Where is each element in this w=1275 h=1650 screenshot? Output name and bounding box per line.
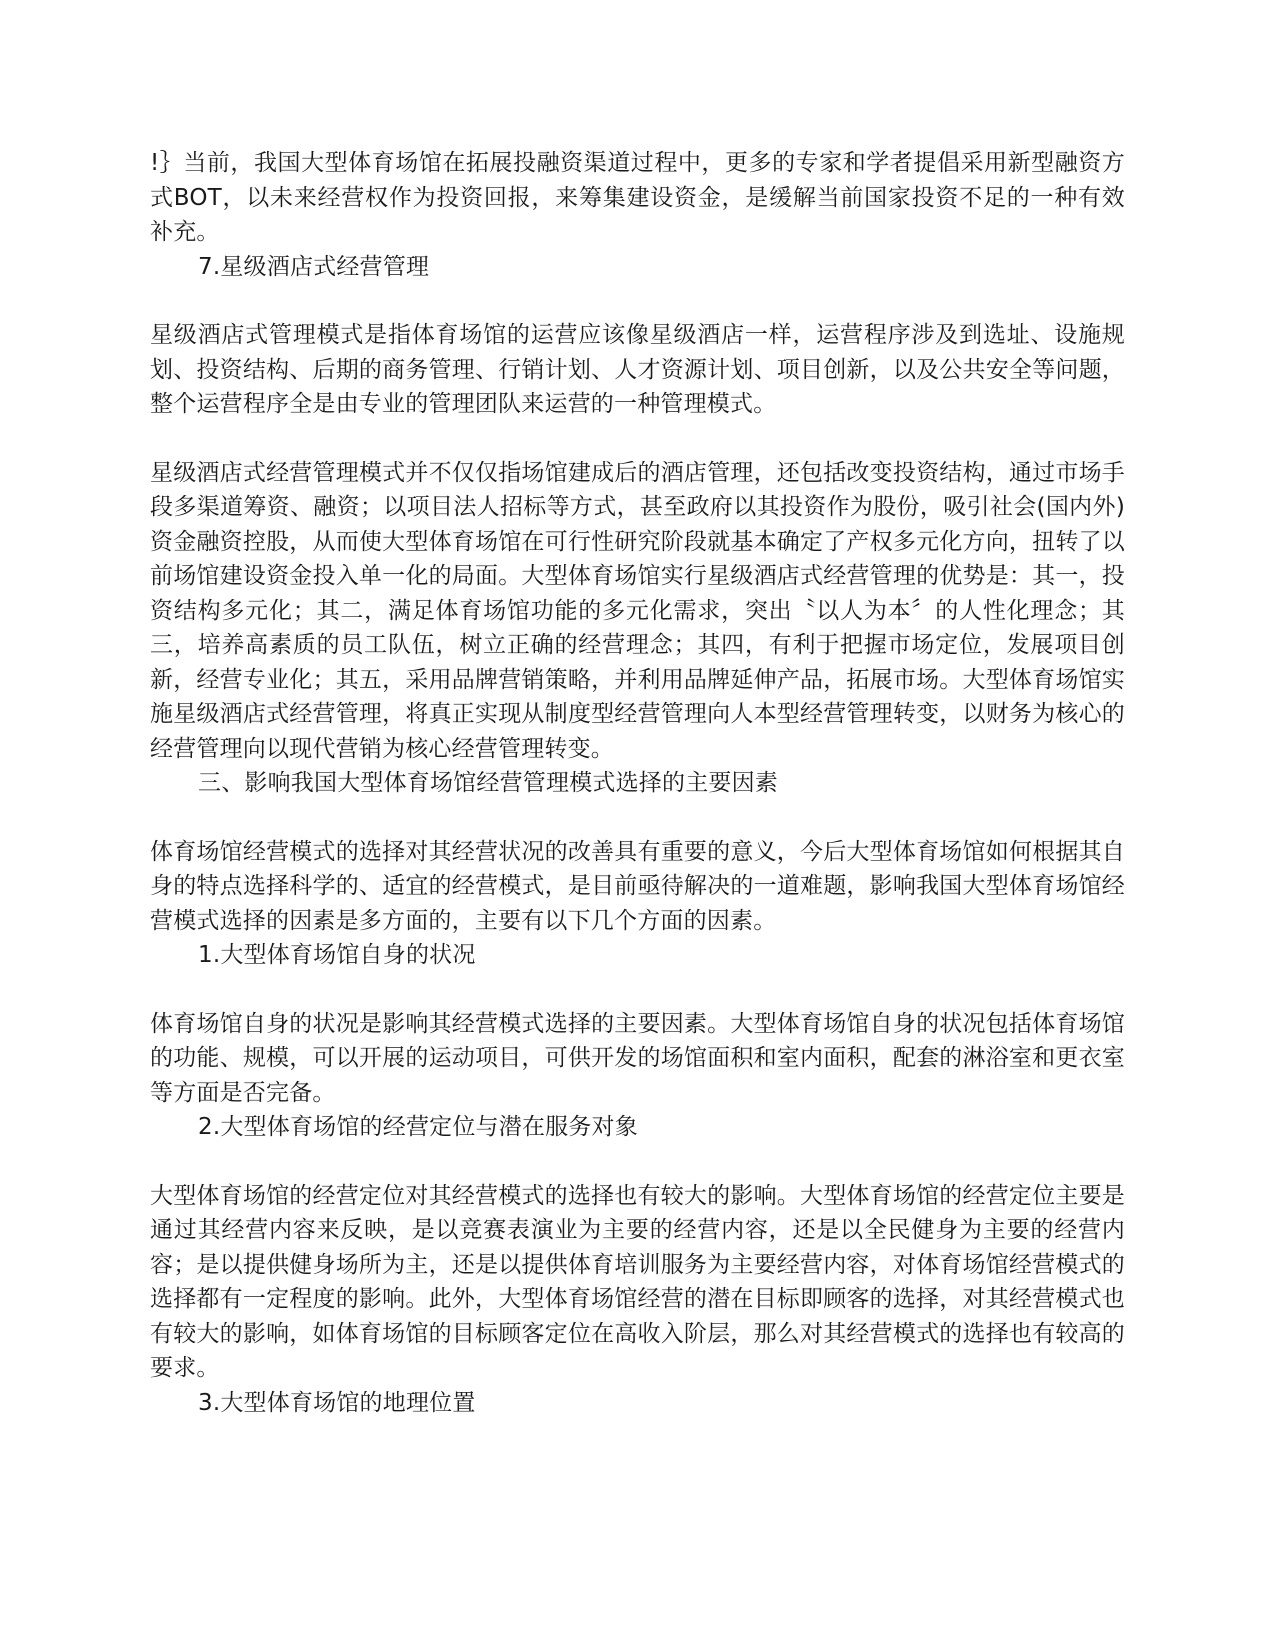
paragraph-star-hotel-advantages: 星级酒店式经营管理模式并不仅仅指场馆建成后的酒店管理，还包括改变投资结构，通过市场手段多渠道筹资、融资；以项目法人招标等方式，甚至政府以其投资作为股份，吸引社会(国内外)资金融资控股，从而使大型体育场馆在可行性研究阶段就基本确定了产权多元化方向，扭转了以前场馆建设资金投入单一化的局面。大型体育场馆实行星级酒店式经营管理的优势是：其一，投资结构多元化；其二，满足体育场馆功能的多元化需求，突出〝以人为本〞的人性化理念；其三，培养高素质的员工队伍，树立正确的经营理念；其四，有利于把握市场定位，发展项目创新，经营专业化；其五，采用品牌营销策略，并利用品牌延伸产品，拓展市场。大型体育场馆实施星级酒店式经营管理，将真正实现从制度型经营管理向人本型经营管理转变，以财务为核心的经营管理向以现代营销为核心经营管理转变。 [150,459,1125,762]
heading-positioning: 2.大型体育场馆的经营定位与潜在服务对象 [198,1114,638,1140]
paragraph-venue-condition: 体育场馆自身的状况是影响其经营模式选择的主要因素。大型体育场馆自身的状况包括体育场馆的功能、规模，可以开展的运动项目，可供开发的场馆面积和室内面积，配套的淋浴室和更衣室等方面是否完备。 [150,1010,1125,1106]
heading-star-hotel-management: 7.星级酒店式经营管理 [198,253,430,280]
heading-venue-condition: 1.大型体育场馆自身的状况 [198,942,476,968]
paragraph-bot-financing: !｝当前，我国大型体育场馆在拓展投融资渠道过程中，更多的专家和学者提倡采用新型融资方式BOT，以未来经营权作为投资回报，来筹集建设资金，是缓解当前国家投资不足的一种有效补充。 [150,150,1125,245]
heading-section-three: 三、影响我国大型体育场馆经营管理模式选择的主要因素 [198,770,778,796]
paragraph-star-hotel-definition: 星级酒店式管理模式是指体育场馆的运营应该像星级酒店一样，运营程序涉及到选址、设施规划、投资结构、后期的商务管理、行销计划、人才资源计划、项目创新，以及公共安全等问题，整个运营程序全是由专业的管理团队来运营的一种管理模式。 [150,322,1125,417]
heading-geographic-location: 3.大型体育场馆的地理位置 [198,1389,476,1416]
paragraph-positioning: 大型体育场馆的经营定位对其经营模式的选择也有较大的影响。大型体育场馆的经营定位主要是通过其经营内容来反映，是以竞赛表演业为主要的经营内容，还是以全民健身为主要的经营内容；是以提供健身场所为主，还是以提供体育培训服务为主要经营内容，对体育场馆经营模式的选择都有一定程度的影响。此外，大型体育场馆经营的潜在目标即顾客的选择，对其经营模式也有较大的影响，如体育场馆的目标顾客定位在高收入阶层，那么对其经营模式的选择也有较高的要求。 [150,1182,1125,1381]
document-page [150,146,1125,1454]
paragraph-selection-importance: 体育场馆经营模式的选择对其经营状况的改善具有重要的意义，今后大型体育场馆如何根据其自身的特点选择科学的、适宜的经营模式，是目前亟待解决的一道难题，影响我国大型体育场馆经营模式选择的因素是多方面的，主要有以下几个方面的因素。 [150,838,1125,934]
